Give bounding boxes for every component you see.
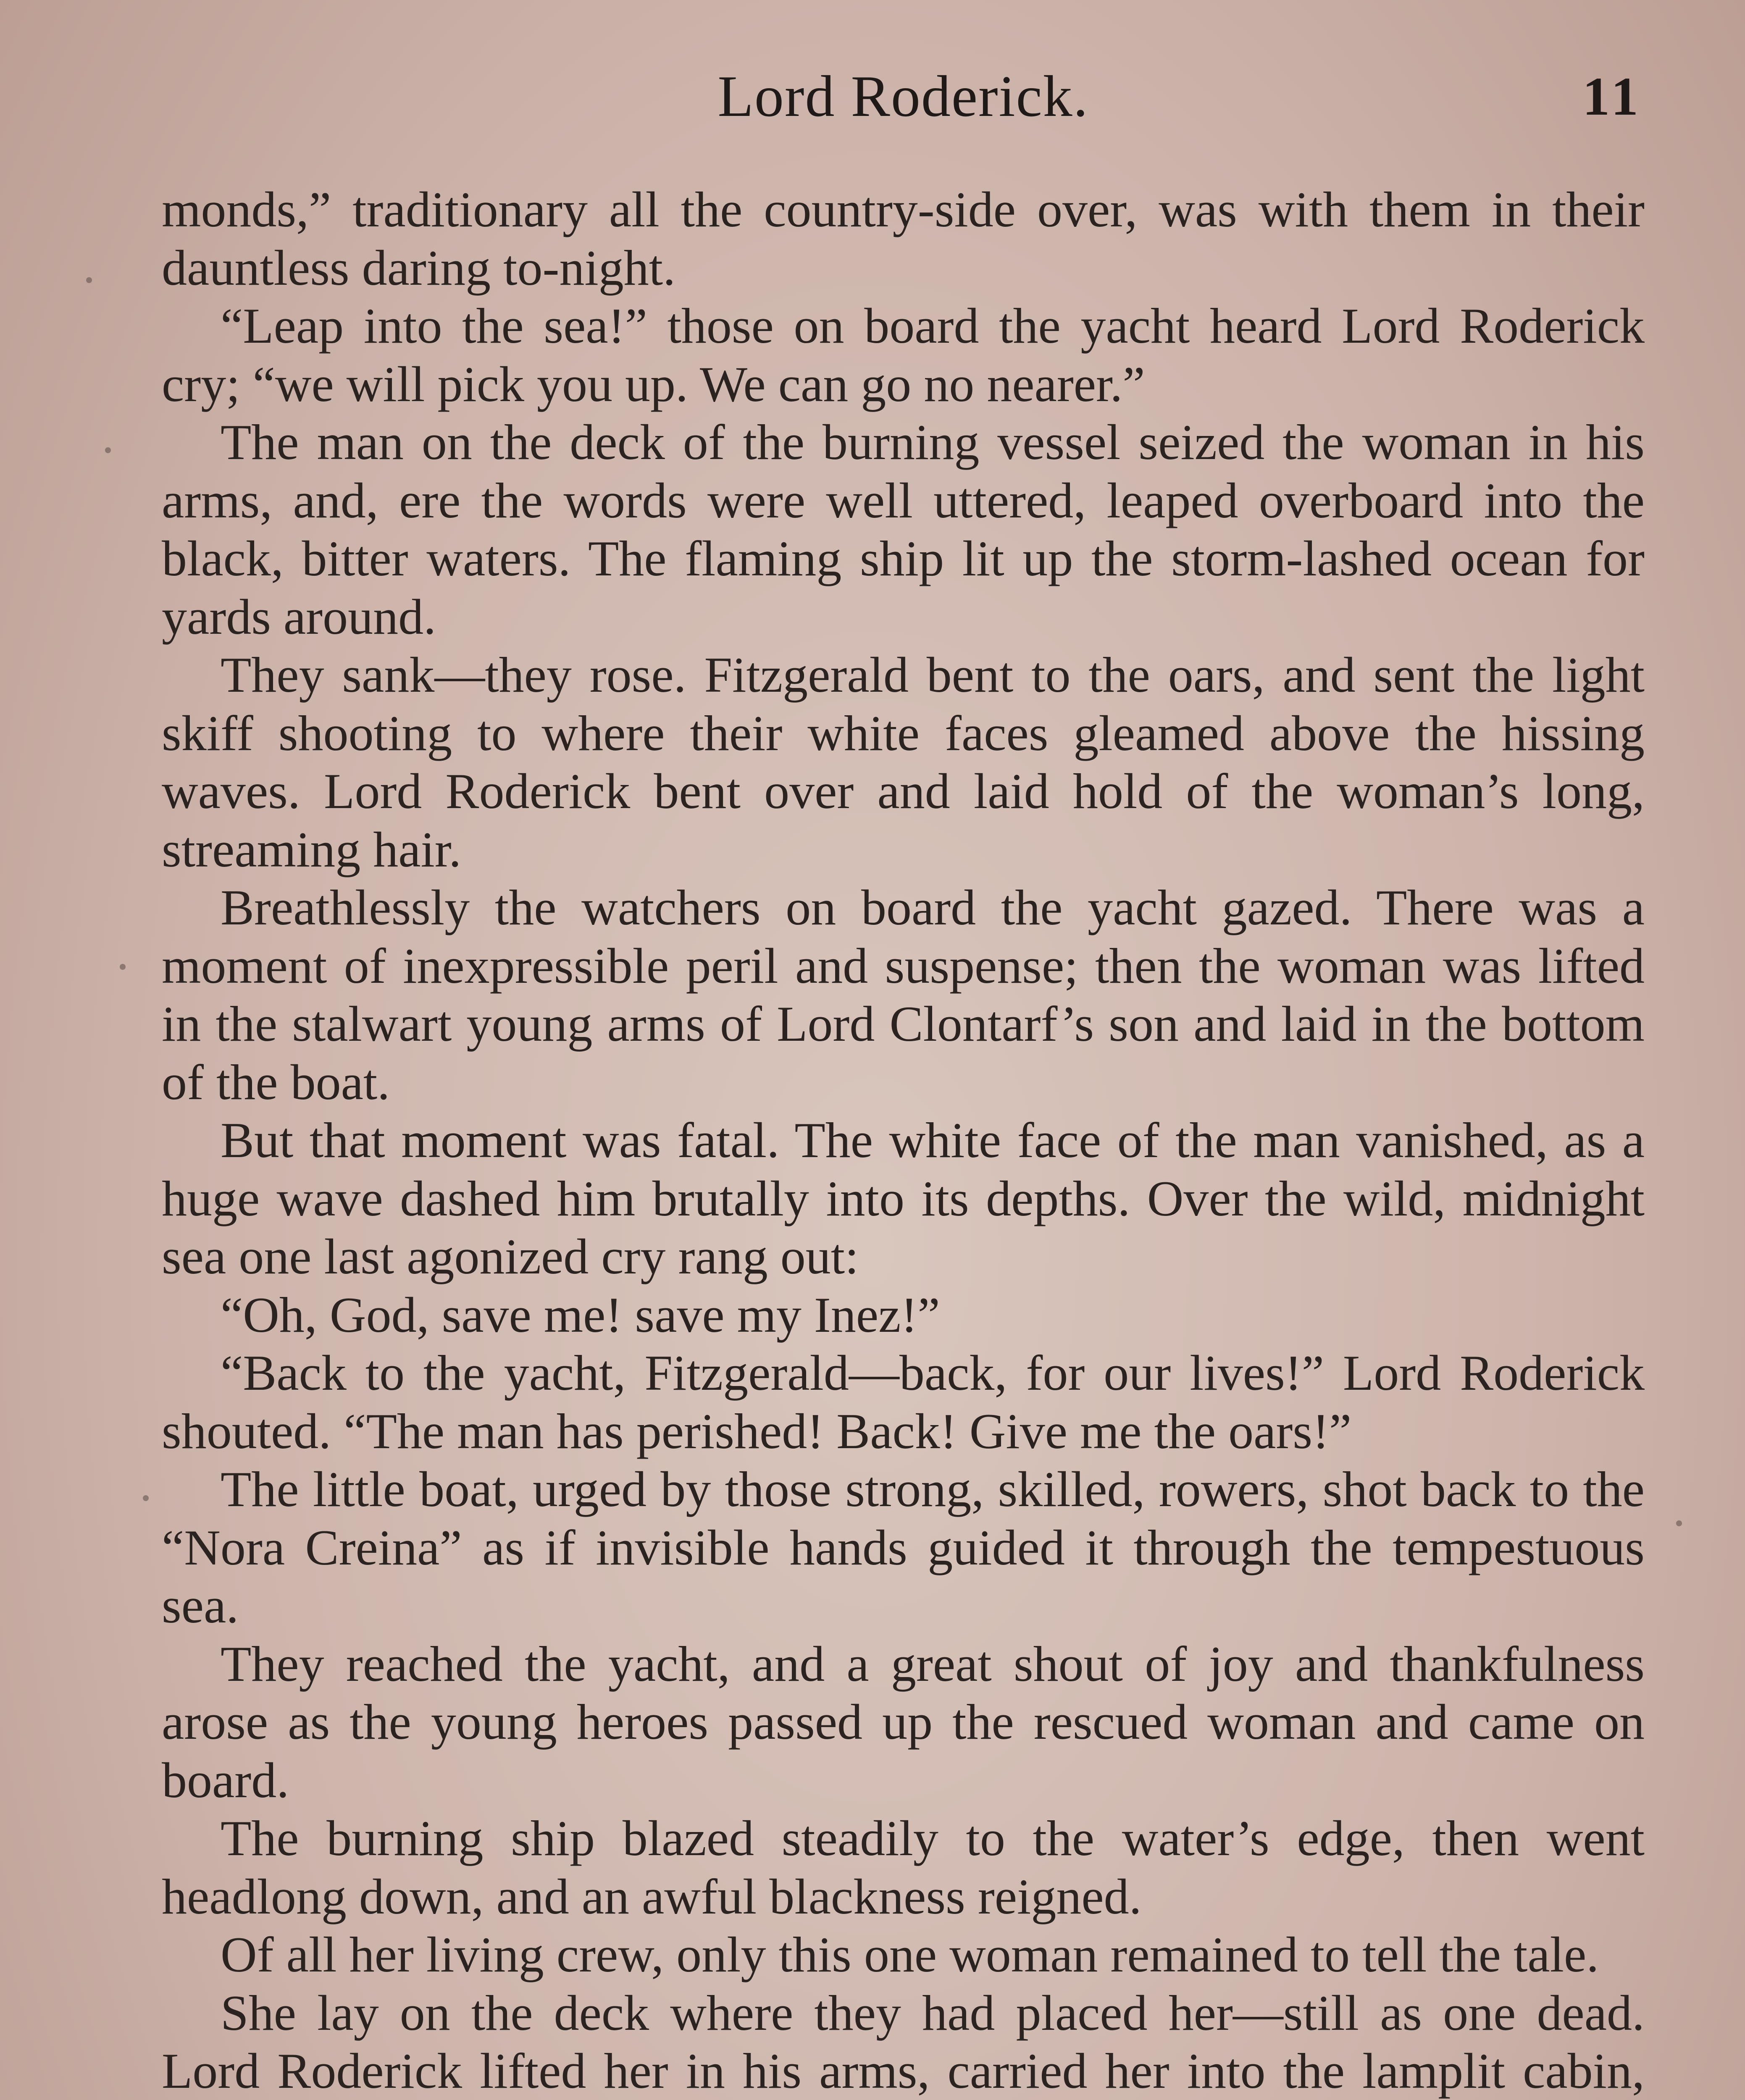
paper-speck [120,964,126,970]
paragraph: Breathlessly the watchers on board the yacht gazed. There was a moment of inexpressible peril and suspense; then the woman was lifted in the stalwart young arms of Lord Clontarf’s son and laid in the bottom of the boat. [162,879,1645,1110]
paragraph: “Oh, God, save me! save my Inez!” [221,1286,940,1343]
paragraph: The man on the deck of the burning vessel seized the woman in his arms, and, ere the words were well uttered, leaped overboard into the black, bitter waters. The flaming ship lit up the storm-lashed ocean for yards around. [162,414,1645,645]
page-number: 11 [1582,66,1643,127]
paragraph: monds,” traditionary all the country-side over, was with them in their dauntless daring to-night. [162,181,1645,296]
paragraph: They reached the yacht, and a great shout of joy and thankfulness arose as the young heroes passed up the rescued woman and came on board. [162,1635,1645,1808]
paper-speck [1676,1520,1682,1526]
paper-speck [86,277,92,283]
paragraph: She lay on the deck where they had placed her—still as one dead. Lord Roderick lifted her in his arms, carried her into the lamplit cabin, [162,1984,1645,2099]
paragraph: The burning ship blazed steadily to the water’s edge, then went headlong down, and an awful blackness reigned. [162,1810,1645,1924]
paragraph: “Leap into the sea!” those on board the yacht heard Lord Roderick cry; “we will pick you up. We can go no nearer.” [162,298,1645,412]
page-header [160,63,1647,130]
body-text [162,181,1645,2100]
paper-speck [143,1495,149,1501]
running-title: Lord Roderick. [717,64,1089,129]
paper-speck [105,447,111,453]
paragraph: They sank—they rose. Fitzgerald bent to the oars, and sent the light skiff shooting to where their white faces gleamed above the hissing waves. Lord Roderick bent over and laid hold of the woman’s long, streaming hair. [162,647,1645,877]
paragraph: Of all her living crew, only this one woman remained to tell the tale. [221,1927,1599,1982]
paragraph: “Back to the yacht, Fitzgerald—back, for our lives!” Lord Roderick shouted. “The man has perished! Back! Give me the oars!” [162,1345,1645,1459]
paragraph: The little boat, urged by those strong, skilled, rowers, shot back to the “Nora Creina” as if invisible hands guided it through the tempestuous sea. [162,1461,1645,1633]
paragraph: But that moment was fatal. The white face of the man vanished, as a huge wave dashed him brutally into its depths. Over the wild, midnight sea one last agonized cry rang out: [162,1112,1645,1284]
